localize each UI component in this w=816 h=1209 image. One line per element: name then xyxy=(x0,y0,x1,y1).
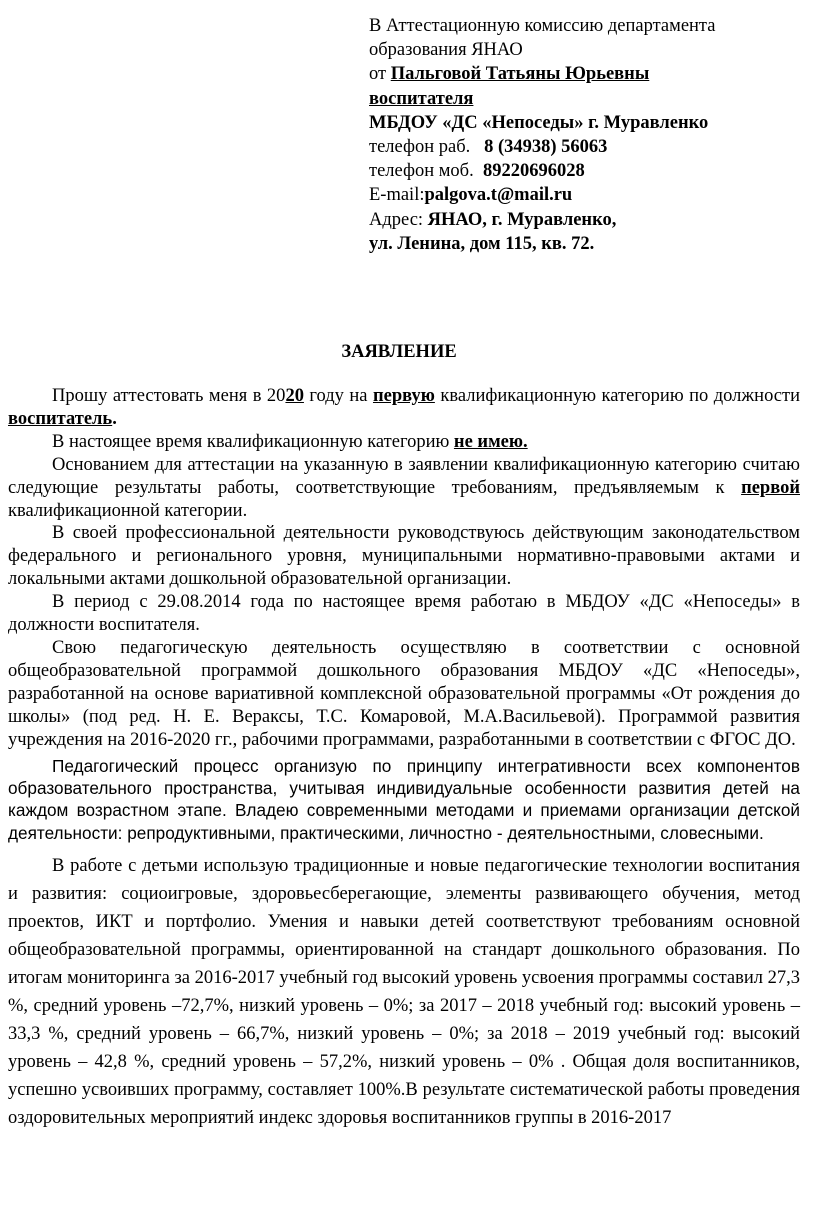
sender-name: Пальговой Татьяны Юрьевны xyxy=(390,64,650,85)
p2-text-a: В настоящее время квалификационную категорию xyxy=(52,431,454,452)
current-category-status: не имею. xyxy=(453,431,528,452)
recipient-line-1: В Аттестационную комиссию департамента xyxy=(369,16,716,36)
email-line xyxy=(369,183,799,207)
address-label: Адрес: xyxy=(369,209,428,230)
p3-text-a: Основанием для аттестации на указанную в заявлении квалификационную категорию считаю следующие результаты работы, соответствующие требованиям, предъявляемым к xyxy=(8,454,800,498)
address-line xyxy=(369,208,799,232)
address-value-1: ЯНАО, г. Муравленко, xyxy=(427,209,617,230)
email-label: E-mail: xyxy=(369,185,425,206)
statement-body xyxy=(8,385,800,1132)
paragraph-request xyxy=(8,385,800,431)
email-value: palgova.t@mail.ru xyxy=(424,185,573,206)
from-label: от xyxy=(369,64,391,85)
paragraph-program: Свою педагогическую деятельность осуществляю в соответствии с основной общеобразовательной программой дошкольного образования МБДОУ «ДС «Непоседы», разработанной на основе вариативной комплексной образовательной программы «От рождения до школы» (под ред. Н. Е. Вераксы, Т.С. Комаровой, М.А.Васильевой). Программой развития учреждения на 2016-2020 гг., рабочими программами, разработанными в соответствии с ФГОС ДО. xyxy=(8,637,800,750)
address-value-2: ул. Ленина, дом 115, кв. 72. xyxy=(369,233,595,254)
work-phone-value: 8 (34938) 56063 xyxy=(484,137,608,158)
paragraph-technologies: В работе с детьми использую традиционные и новые педагогические технологии воспитания и развития: социоигровые, здоровьесберегающие, элементы развивающего обучения, метод проектов, ИКТ и портфолио. Умения и навыки детей соответствуют требованиям основной общеобразовательной программы, ориентированной на стандарт дошкольного образования. По итогам мониторинга за 2016-2017 учебный год высокий уровень усвоения программы составил 27,3 %, средний уровень –72,7%, низкий уровень – 0%; за 2017 – 2018 учебный год: высокий уровень – 33,3 %, средний уровень – 66,7%, низкий уровень – 0%; за 2018 – 2019 учебный год: высокий уровень – 42,8 %, средний уровень – 57,2%, низкий уровень – 0% . Общая доля воспитанников, успешно усвоивших программу, составляет 100%.В результате систематической работы проведения оздоровительных мероприятий индекс здоровья воспитанников группы в 2016-2017 xyxy=(8,856,801,1129)
paragraph-legislation: В своей профессиональной деятельности руководствуюсь действующим законодательством федерального и регионального уровня, муниципальными нормативно-правовыми актами и локальными актами дошкольной образовательной организации. xyxy=(8,523,800,590)
paragraph-process: Педагогический процесс организую по принципу интегративности всех компонентов образовательного пространства, учитывая индивидуальные особенности развития детей на каждом возрастном этапе. Владею современными методами и приемами организации детской деятельности: репродуктивными, практическими, личностно - деятельностными, словесными. xyxy=(8,755,800,843)
mobile-phone-label: телефон моб. xyxy=(369,161,474,182)
p1-text-b: году на xyxy=(303,386,373,406)
mobile-phone-line xyxy=(369,159,799,183)
p1-text-d: . xyxy=(112,408,117,429)
document-title: ЗАЯВЛЕНИЕ xyxy=(341,342,457,362)
p1-text-c: квалификационную категорию по должности xyxy=(434,386,800,406)
paragraph-grounds xyxy=(8,454,800,523)
work-phone-line xyxy=(369,135,799,159)
grounds-category: первой xyxy=(741,477,800,498)
paragraph-current-category xyxy=(8,431,800,454)
paragraph-employment: В период с 29.08.2014 года по настоящее время работаю в МБДОУ «ДС «Непоседы» в должности воспитателя. xyxy=(8,592,800,636)
year-suffix: 20 xyxy=(285,386,304,406)
requested-position: воспитатель xyxy=(8,408,113,429)
requested-category: первую xyxy=(372,386,435,406)
p1-text-a: Прошу аттестовать меня в 20 xyxy=(52,386,286,406)
mobile-phone-value: 89220696028 xyxy=(482,161,585,182)
addressee-block xyxy=(369,14,799,256)
work-phone-label: телефон раб. xyxy=(369,137,471,158)
sender-position: воспитателя xyxy=(369,88,474,109)
sender-line xyxy=(369,62,799,86)
sender-organization: МБДОУ «ДС «Непоседы» г. Муравленко xyxy=(369,112,709,133)
p3-text-b: квалификационной категории. xyxy=(8,500,248,521)
recipient-line-2: образования ЯНАО xyxy=(369,40,523,61)
